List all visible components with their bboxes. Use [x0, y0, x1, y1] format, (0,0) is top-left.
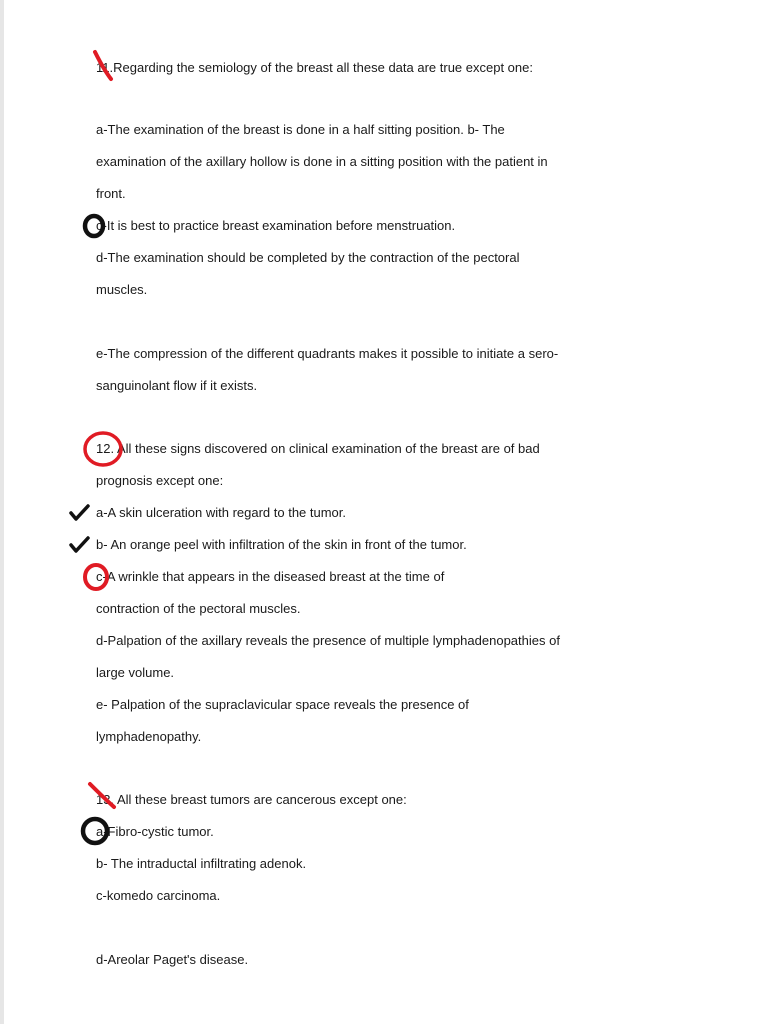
black-check-mark-icon [68, 503, 92, 523]
question-12-number: 12. [96, 441, 115, 456]
red-slash-mark-icon [90, 48, 118, 84]
question-12-stem-line [96, 441, 540, 457]
q13-option-d: d-Areolar Paget's disease. [96, 952, 249, 967]
q12-option-line: lymphadenopathy. [96, 729, 202, 744]
black-circle-mark-icon [80, 211, 108, 241]
red-circle-mark-icon [80, 428, 128, 470]
q12-option-c: c-A wrinkle that appears in the diseased breast at the time of [96, 569, 445, 584]
question-13-stem: All these breast tumors are cancerous except one: [116, 792, 407, 807]
q11-option-line: front. [96, 186, 126, 201]
q13-option-c: c-komedo carcinoma. [96, 888, 221, 903]
q12-option-e: e- Palpation of the supraclavicular space reveals the presence of [96, 697, 469, 712]
black-circle-mark-icon [78, 815, 112, 847]
q11-option-line: d-The examination should be completed by the contraction of the pectoral [96, 250, 520, 265]
question-11-number: 11. [96, 60, 114, 75]
question-12-stem-cont: prognosis except one: [96, 473, 224, 488]
question-11-stem-line [96, 60, 533, 76]
q11-option-line: muscles. [96, 282, 148, 297]
question-11-stem: Regarding the semiology of the breast all these data are true except one: [113, 60, 533, 75]
q12-option-a: a-A skin ulceration with regard to the tumor. [96, 505, 347, 520]
black-check-mark-icon [68, 535, 92, 555]
question-13-stem-line [96, 792, 407, 808]
question-12-stem: All these signs discovered on clinical examination of the breast are of bad [116, 441, 540, 456]
q12-option-d: d-Palpation of the axillary reveals the presence of multiple lymphadenopathies of [96, 633, 560, 648]
q11-option-line: e-The compression of the different quadrants makes it possible to initiate a sero- [96, 346, 559, 361]
red-circle-mark-icon [80, 560, 112, 592]
q13-option-a: a-Fibro-cystic tumor. [96, 824, 214, 839]
page-edge [0, 0, 4, 1024]
red-slash-mark-icon [84, 780, 120, 812]
q12-option-line: large volume. [96, 665, 175, 680]
q11-option-line: examination of the axillary hollow is done in a sitting position with the patient in [96, 154, 548, 169]
q11-option-line: a-The examination of the breast is done in a half sitting position. b- The [96, 122, 505, 137]
q11-option-line: sanguinolant flow if it exists. [96, 378, 258, 393]
q11-option-c: c-It is best to practice breast examination before menstruation. [96, 218, 456, 233]
q12-option-line: contraction of the pectoral muscles. [96, 601, 301, 616]
q13-option-b: b- The intraductal infiltrating adenok. [96, 856, 307, 871]
q12-option-b: b- An orange peel with infiltration of the skin in front of the tumor. [96, 537, 467, 552]
question-13-number: 13. [96, 792, 115, 807]
